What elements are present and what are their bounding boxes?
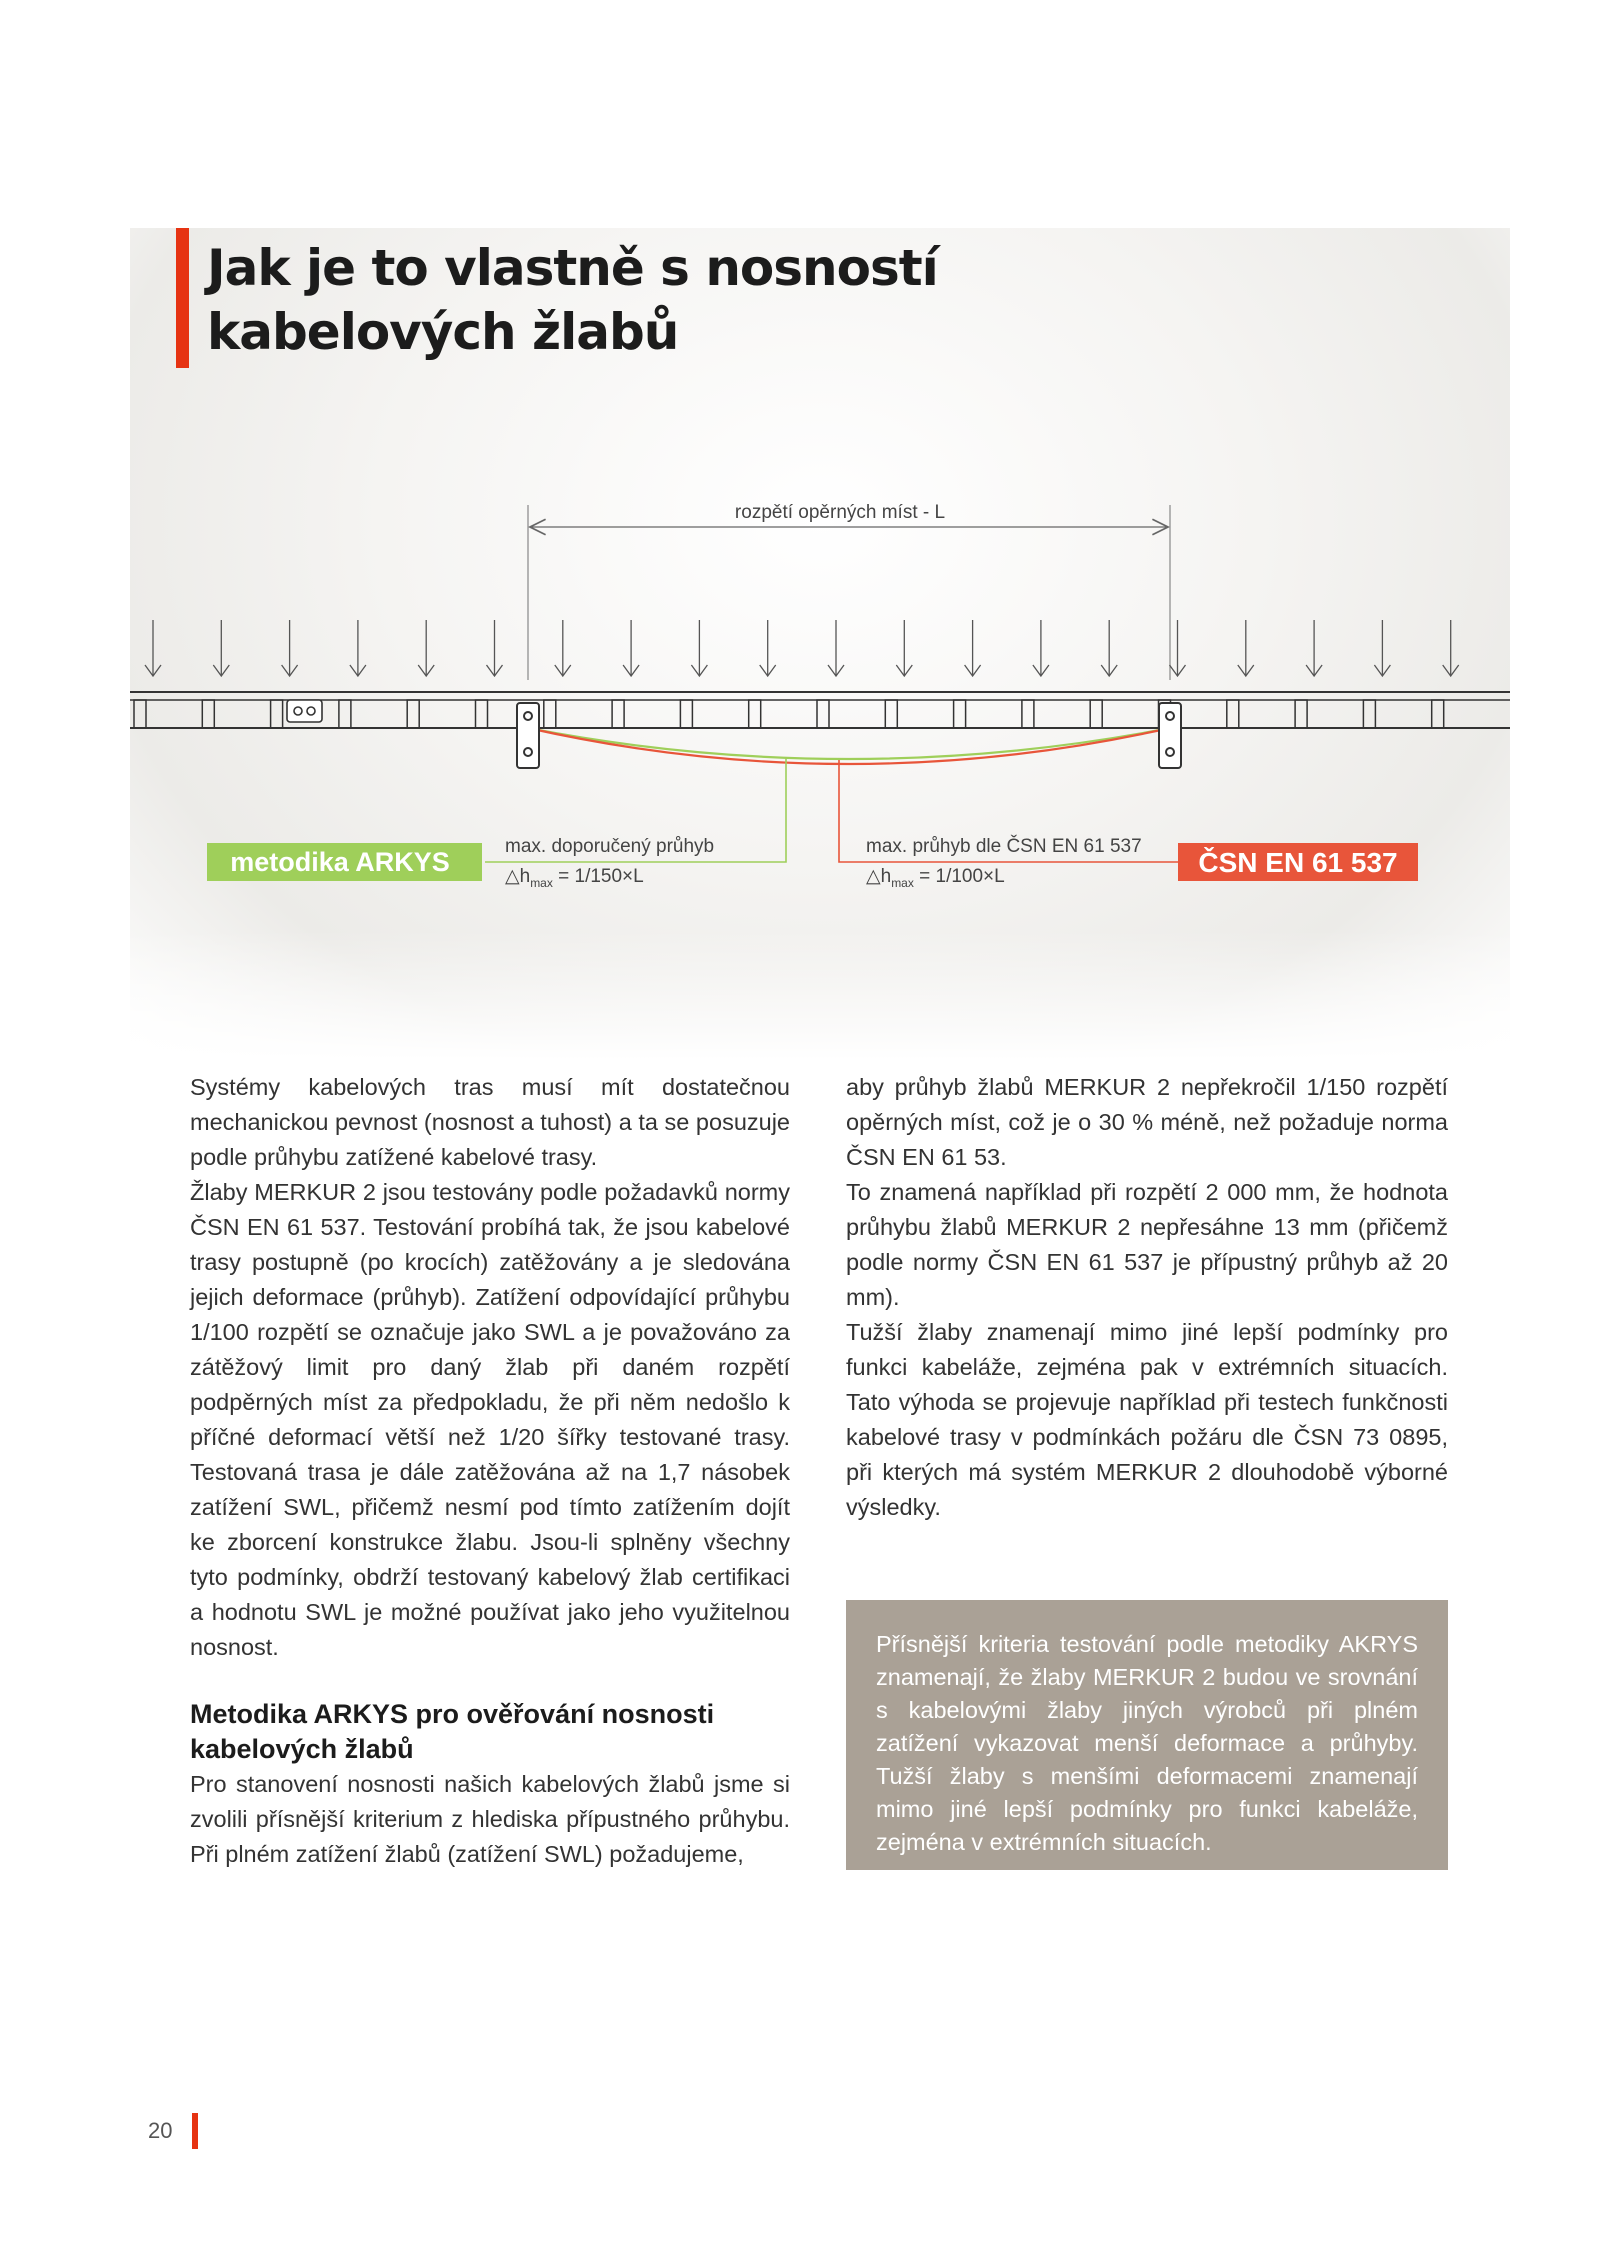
deflection-diagram — [0, 0, 1600, 960]
section-subheading: Metodika ARKYS pro ověřování nosnosti kabelových žlabů — [190, 1699, 715, 1764]
load-arrow — [691, 620, 707, 676]
load-arrow — [828, 620, 844, 676]
load-arrow — [1170, 620, 1186, 676]
load-arrow — [1238, 620, 1254, 676]
page-number-accent-bar — [192, 2113, 198, 2149]
tray-rung — [407, 700, 419, 728]
body-paragraph: To znamená například při rozpětí 2 000 mm, že hodnota průhybu žlabů MERKUR 2 nepřesáhne 13 mm (přičemž podle normy ČSN EN 61 537 je přípustný průhyb až 20 mm). — [846, 1179, 1448, 1310]
csn-formula — [866, 866, 1005, 890]
tray-coupler — [287, 700, 322, 722]
load-arrows — [145, 620, 1459, 676]
arkys-formula-sub: max — [530, 876, 553, 890]
page-title-line1: Jak je to vlastně s nosností — [207, 239, 938, 297]
load-arrow — [1033, 620, 1049, 676]
right-column — [846, 1070, 1448, 1525]
load-arrow — [555, 620, 571, 676]
load-arrow — [1443, 620, 1459, 676]
load-arrow — [282, 620, 298, 676]
info-box-text: Přísnější kriteria testování podle metodiky AKRYS znamenají, že žlaby MERKUR 2 budou ve srovnání s kabelovými žlaby jiných výrobců při plném zatížení vykazovat menší deformace a průhyby. Tužší žlaby s menšími deformacemi znamenají mimo jiné lepší podmínky pro funkci kabeláže, zejména v extrémních situacích. — [876, 1631, 1418, 1855]
csn-badge-label: ČSN EN 61 537 — [1198, 847, 1398, 878]
span-dimension — [528, 502, 1170, 680]
load-arrow — [487, 620, 503, 676]
load-arrow — [1101, 620, 1117, 676]
load-arrow — [965, 620, 981, 676]
csn-formula-main: △h — [866, 866, 892, 887]
tray-rung — [134, 700, 146, 728]
tray-rung — [1363, 700, 1375, 728]
body-paragraph: Tužší žlaby znamenají mimo jiné lepší podmínky pro funkci kabeláže, zejména pak v extrémních situacích. Tato výhoda se projevuje například při testech funkčnosti kabelové trasy v podmínkách požáru dle ČSN 73 0895, při kterých má systém MERKUR 2 dlouhodobě výborné výsledky. — [846, 1319, 1448, 1520]
tray-rung — [1227, 700, 1239, 728]
tray-rung — [817, 700, 829, 728]
support-bracket-left — [517, 703, 539, 768]
body-paragraph: Žlaby MERKUR 2 jsou testovány podle požadavků normy ČSN EN 61 537. Testování probíhá tak, že jsou kabelové trasy postupně (po krocích) zatěžovány a je sledována jejich deformace (průhyb). Zatížení odpovídající průhybu 1/100 rozpětí se označuje jako SWL a je považováno za zátěžový limit pro daný žlab při daném rozpětí podpěrných míst za předpokladu, že při něm nedošlo k příčné deformací větší než 1/20 šířky testované trasy. Testovaná trasa je dále zatěžována až na 1,7 násobek zatížení SWL, přičemž nesmí pod tímto zatížením dojít ke zborcení konstrukce žlabu. Jsou-li splněny všechny tyto podmínky, obdrží testovaný kabelový žlab certifikaci a hodnotu SWL je možné používat jako jeho využitelnou nosnost. — [190, 1179, 790, 1660]
tray-rung — [476, 700, 488, 728]
page-title-line2: kabelových žlabů — [207, 303, 679, 361]
load-arrow — [350, 620, 366, 676]
arkys-formula-main: △h — [505, 866, 531, 887]
span-label: rozpětí opěrných míst - L — [734, 502, 946, 523]
page-number: 20 — [148, 2118, 173, 2143]
body-paragraph: Systémy kabelových tras musí mít dostatečnou mechanickou pevnost (nosnost a tuhost) a ta se posuzuje podle průhybu zatížené kabelové trasy. — [190, 1074, 790, 1170]
cable-tray — [130, 692, 1510, 728]
arkys-badge-label: metodika ARKYS — [230, 847, 450, 877]
tray-rung — [1022, 700, 1034, 728]
csn-caption: max. průhyb dle ČSN EN 61 537 — [866, 836, 1142, 857]
load-arrow — [418, 620, 434, 676]
arkys-formula — [505, 866, 644, 890]
csn-formula-value: = 1/100×L — [913, 866, 1005, 887]
arkys-deflection-curve — [528, 728, 1170, 759]
tray-rung — [1090, 700, 1102, 728]
tray-rung — [339, 700, 351, 728]
load-arrow — [760, 620, 776, 676]
tray-rung — [1432, 700, 1444, 728]
arkys-formula-value: = 1/150×L — [552, 866, 644, 887]
tray-rung — [749, 700, 761, 728]
tray-rung — [680, 700, 692, 728]
tray-rung — [202, 700, 214, 728]
load-arrow — [1374, 620, 1390, 676]
csn-formula-sub: max — [891, 876, 914, 890]
tray-rung — [271, 700, 283, 728]
body-paragraph: Pro stanovení nosnosti našich kabelových žlabů jsme si zvolili přísnější kriterium z hlediska přípustného průhybu. Při plném zatížení žlabů (zatížení SWL) požadujeme, — [190, 1771, 790, 1867]
info-box — [846, 1600, 1448, 1870]
load-arrow — [1306, 620, 1322, 676]
tray-rung — [612, 700, 624, 728]
tray-rung — [1295, 700, 1307, 728]
tray-rung — [885, 700, 897, 728]
load-arrow — [145, 620, 161, 676]
body-paragraph: aby průhyb žlabů MERKUR 2 nepřekročil 1/150 rozpětí opěrných míst, což je o 30 % méně, než požaduje norma ČSN EN 61 53. — [846, 1074, 1448, 1170]
tray-rung — [544, 700, 556, 728]
support-bracket-right — [1159, 703, 1181, 768]
load-arrow — [213, 620, 229, 676]
arkys-caption: max. doporučený průhyb — [505, 836, 715, 857]
load-arrow — [623, 620, 639, 676]
tray-rung — [954, 700, 966, 728]
left-column — [190, 1070, 790, 1872]
load-arrow — [896, 620, 912, 676]
